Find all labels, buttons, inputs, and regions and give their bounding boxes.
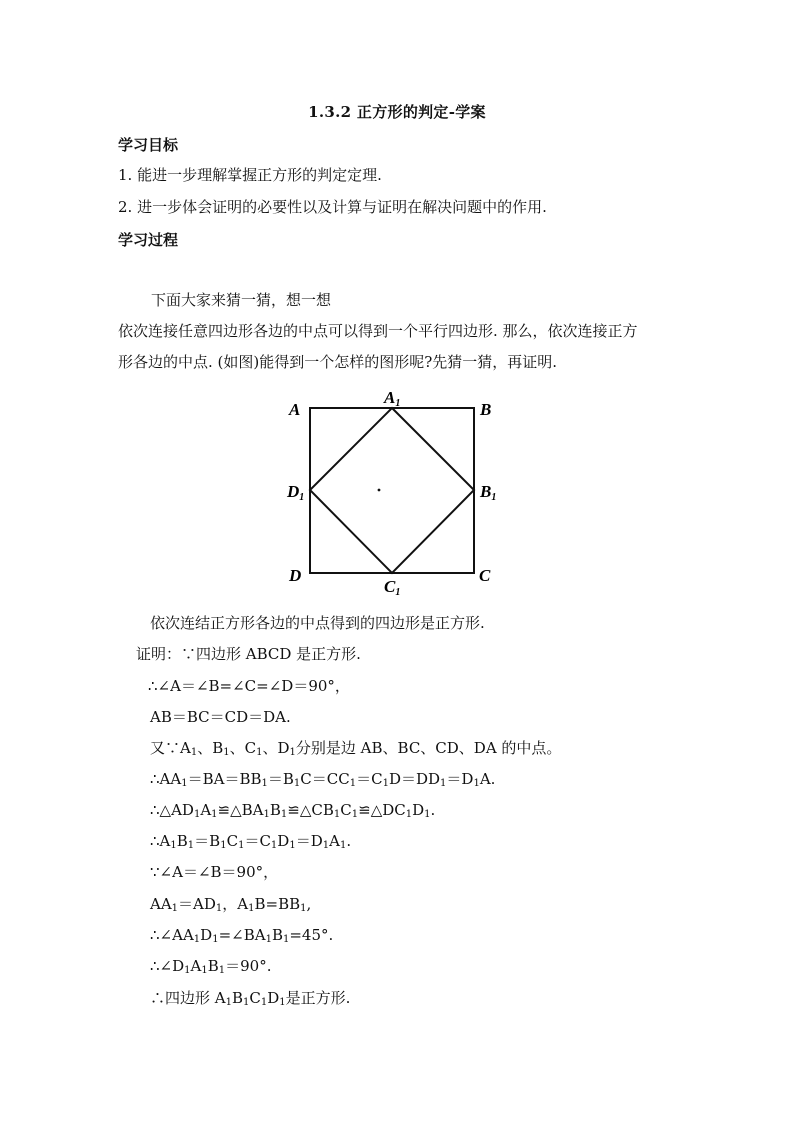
vertex-label-b1: B1 <box>480 482 497 503</box>
goal-item-2: 2. 进一步体会证明的必要性以及计算与证明在解决问题中的作用. <box>118 198 547 216</box>
square-midpoint-figure <box>280 384 520 600</box>
vertex-label-d1: D1 <box>287 482 305 503</box>
paragraph-line-1: 依次连接任意四边形各边的中点可以得到一个平行四边形. 那么，依次连接正方 <box>118 322 638 340</box>
proof-line-9: $AA_1=AD_1$，$A_1B=BB_1$, <box>150 895 312 914</box>
vertex-label-a: A <box>289 400 301 419</box>
proof-line-6: $\therefore\triangle AD_1A_1≌\triangle BA_1B_1≌\triangle CB_1C_1≌\triangle DC_1D_1$. <box>150 801 436 820</box>
proof-line-7: $\therefore A_1B_1=B_1C_1=C_1D_1=D_1A_1$. <box>150 832 352 851</box>
center-dot <box>378 489 381 492</box>
vertex-label-a1: A1 <box>384 388 401 409</box>
proof-line-5: $\therefore AA_1=BA=BB_1=B_1C=CC_1=C_1D=DD_1=D_1A$. <box>150 770 496 789</box>
intro-line: 下面大家来猜一猜，想一想 <box>151 291 332 309</box>
section-heading-process: 学习过程 <box>118 231 179 249</box>
section-heading-goals: 学习目标 <box>118 136 179 154</box>
paragraph-line-2: 形各边的中点. (如图)能得到一个怎样的图形呢?先猜一猜，再证明. <box>118 353 558 371</box>
vertex-label-c: C <box>479 566 491 585</box>
proof-line-11: $\therefore\angle D_1A_1B_1=90^\circ$. <box>150 957 272 976</box>
vertex-label-c1: C1 <box>384 577 401 598</box>
proof-line-12: ∴四边形 $A_1B_1C_1D_1$是正方形. <box>150 989 351 1008</box>
proof-line-1: 证明：∵四边形 ABCD 是正方形. <box>136 645 361 663</box>
vertex-label-b: B <box>480 400 492 419</box>
inner-square-a1b1c1d1 <box>310 408 474 573</box>
document-title: 1.3.2 正方形的判定-学案 <box>308 103 486 121</box>
outer-square-abcd <box>310 408 474 573</box>
proof-line-4: 又$\because A_1$、$B_1$、$C_1$、$D_1$分别是边 AB、BC、CD、DA 的中点。 <box>150 739 562 758</box>
proof-line-2: ∴∠A＝∠B=∠C=∠D＝90°， <box>148 677 350 695</box>
vertex-label-d: D <box>289 566 302 585</box>
proof-line-10: $\therefore\angle AA_1D_1=\angle BA_1B_1=45^\circ$. <box>150 926 334 945</box>
proof-line-3: AB＝BC＝CD＝DA. <box>150 708 291 726</box>
conclusion-line: 依次连结正方形各边的中点得到的四边形是正方形. <box>150 614 485 632</box>
goal-item-1: 1. 能进一步理解掌握正方形的判定定理. <box>118 166 382 184</box>
proof-line-8: ∵∠A＝∠B＝90°， <box>150 863 279 881</box>
